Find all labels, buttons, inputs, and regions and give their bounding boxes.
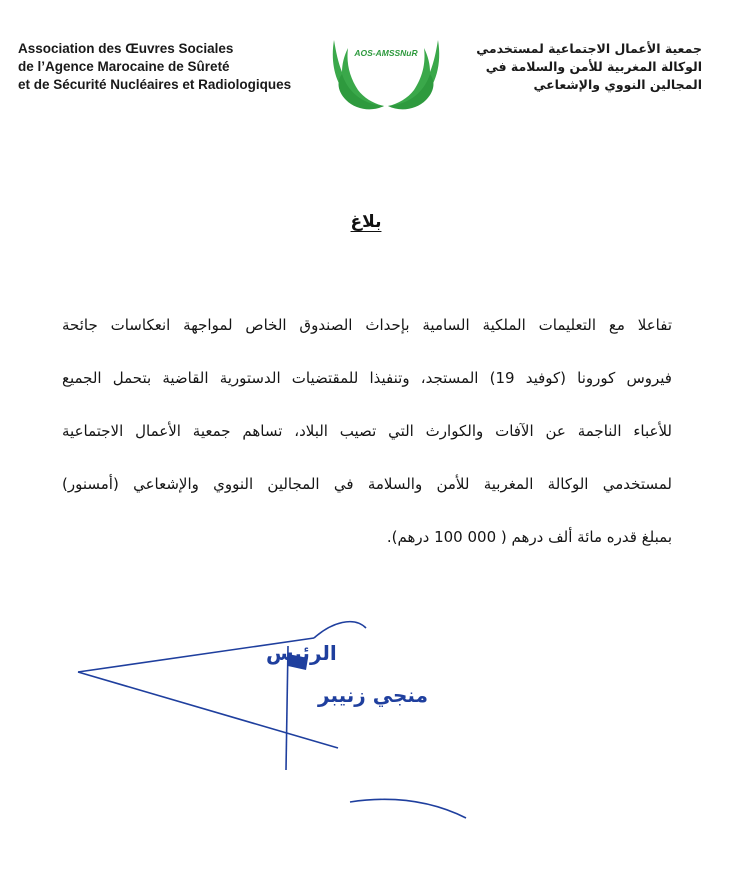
logo-text: AOS-AMSSNuR (354, 48, 418, 58)
document-body (62, 312, 672, 577)
document-title (0, 212, 732, 232)
signature (70, 612, 470, 832)
signature-name: منجي زنيبر (318, 683, 428, 707)
header-arabic-line: المجالين النووي والإشعاعي (533, 77, 702, 92)
header-arabic-line: جمعية الأعمال الاجتماعية لمستخدمي (476, 41, 702, 56)
header-french-line: et de Sécurité Nucléaires et Radiologiques (18, 77, 292, 92)
header-french-line: Association des Œuvres Sociales (18, 41, 234, 56)
header-arabic-line: الوكالة المغربية للأمن والسلامة في (485, 59, 702, 74)
body-line: بمبلغ قدره مائة ألف درهم ( 000 100 درهم). (386, 528, 672, 546)
header-french-line: de l’Agence Marocaine de Sûreté (18, 59, 230, 74)
body-line: فيروس كورونا (كوفيد 19) المستجد، وتنفيذا للمقتضيات الدستورية القاضية بتحمل الجميع (62, 369, 672, 387)
header-arabic (452, 40, 702, 94)
signature-role: الرئيس (266, 641, 337, 665)
body-line: لمستخدمي الوكالة المغربية للأمن والسلامة في المجالين النووي والإشعاعي (أمسنور) (62, 475, 672, 493)
body-line: تفاعلا مع التعليمات الملكية السامية بإحداث الصندوق الخاص لمواجهة انعكاسات جائحة (62, 316, 672, 334)
signature-stroke (314, 622, 366, 638)
header-french (18, 40, 318, 94)
body-line: للأعباء الناجمة عن الآفات والكوارث التي تصيب البلاد، تساهم جمعية الأعمال الاجتماعية (62, 422, 672, 440)
signature-stroke (78, 672, 338, 748)
hands-logo (328, 34, 444, 120)
signature-stroke (350, 799, 466, 818)
document-title-text: بلاغ (350, 212, 382, 232)
